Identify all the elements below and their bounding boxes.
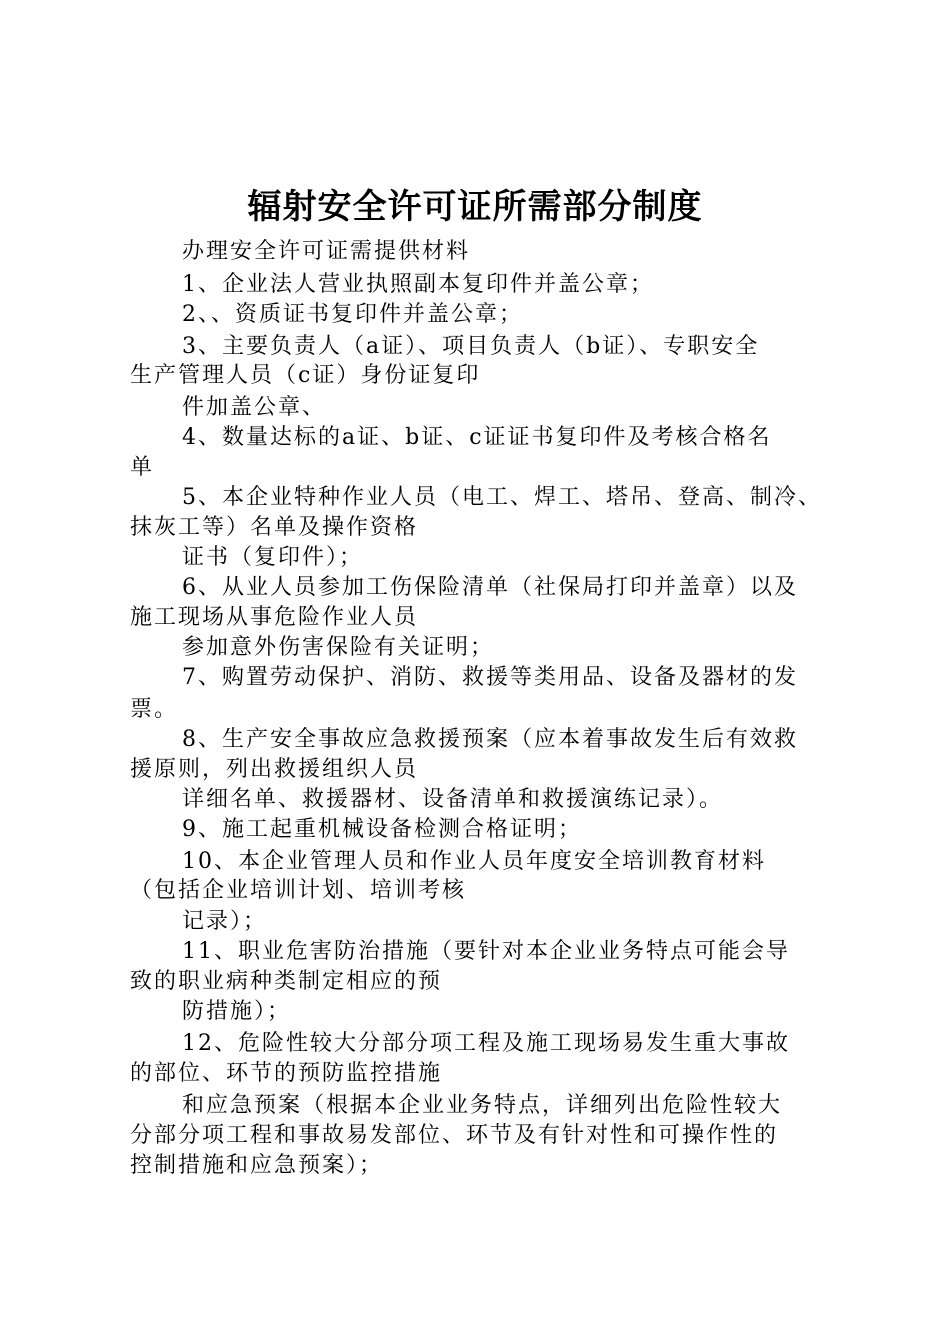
body-line: 6、从业人员参加工伤保险清单（社保局打印并盖章）以及 [182,575,798,600]
body-line: 8、生产安全事故应急救援预案（应本着事故发生后有效救 [182,727,798,752]
body-line: 证书（复印件）； [182,545,364,570]
body-line: 票。 [130,697,179,722]
body-line: 办理安全许可证需提供材料 [182,239,471,264]
body-line: 援原则，列出救援组织人员 [130,757,419,782]
body-line: （包括企业培训计划、培训考核 [130,878,467,903]
body-line: 施工现场从事危险作业人员 [130,605,419,630]
body-line: 分部分项工程和事故易发部位、环节及有针对性和可操作性的 [130,1123,779,1148]
body-line: 3、主要负责人（a证）、项目负责人（b证）、专职安全 [182,334,760,359]
document-title: 辐射安全许可证所需部分制度 [247,187,703,227]
body-line: 5、本企业特种作业人员（电工、焊工、塔吊、登高、制冷、 [182,485,822,510]
body-line: 详细名单、救援器材、设备清单和救援演练记录）。 [182,787,724,812]
body-line: 防措施）； [182,999,292,1024]
body-line: 生产管理人员（c证）身份证复印 [130,363,481,388]
body-line: 和应急预案（根据本企业业务特点，详细列出危险性较大 [182,1093,783,1118]
body-line: 件加盖公章、 [182,395,327,420]
body-line: 的部位、环节的预防监控措施 [130,1061,443,1086]
body-line: 控制措施和应急预案）； [130,1153,384,1178]
body-line: 11、职业危害防治措施（要针对本企业业务特点可能会导 [182,939,790,964]
body-line: 参加意外伤害保险有关证明； [182,635,495,660]
body-line: 9、施工起重机械设备检测合格证明； [182,817,582,842]
body-line: 10、本企业管理人员和作业人员年度安全培训教育材料 [182,849,766,874]
body-line: 单 [130,455,155,480]
body-line: 1、企业法人营业执照副本复印件并盖公章； [182,272,654,297]
body-line: 7、购置劳动保护、消防、救援等类用品、设备及器材的发 [182,665,798,690]
body-line: 记录）； [182,909,268,934]
body-line: 4、数量达标的a证、b证、c证证书复印件及考核合格名 [182,425,772,450]
body-line: 12、危险性较大分部分项工程及施工现场易发生重大事故 [182,1031,790,1056]
body-line: 2、、资质证书复印件并盖公章； [182,302,523,327]
body-line: 致的职业病种类制定相应的预 [130,969,443,994]
body-line: 抹灰工等）名单及操作资格 [130,515,419,540]
